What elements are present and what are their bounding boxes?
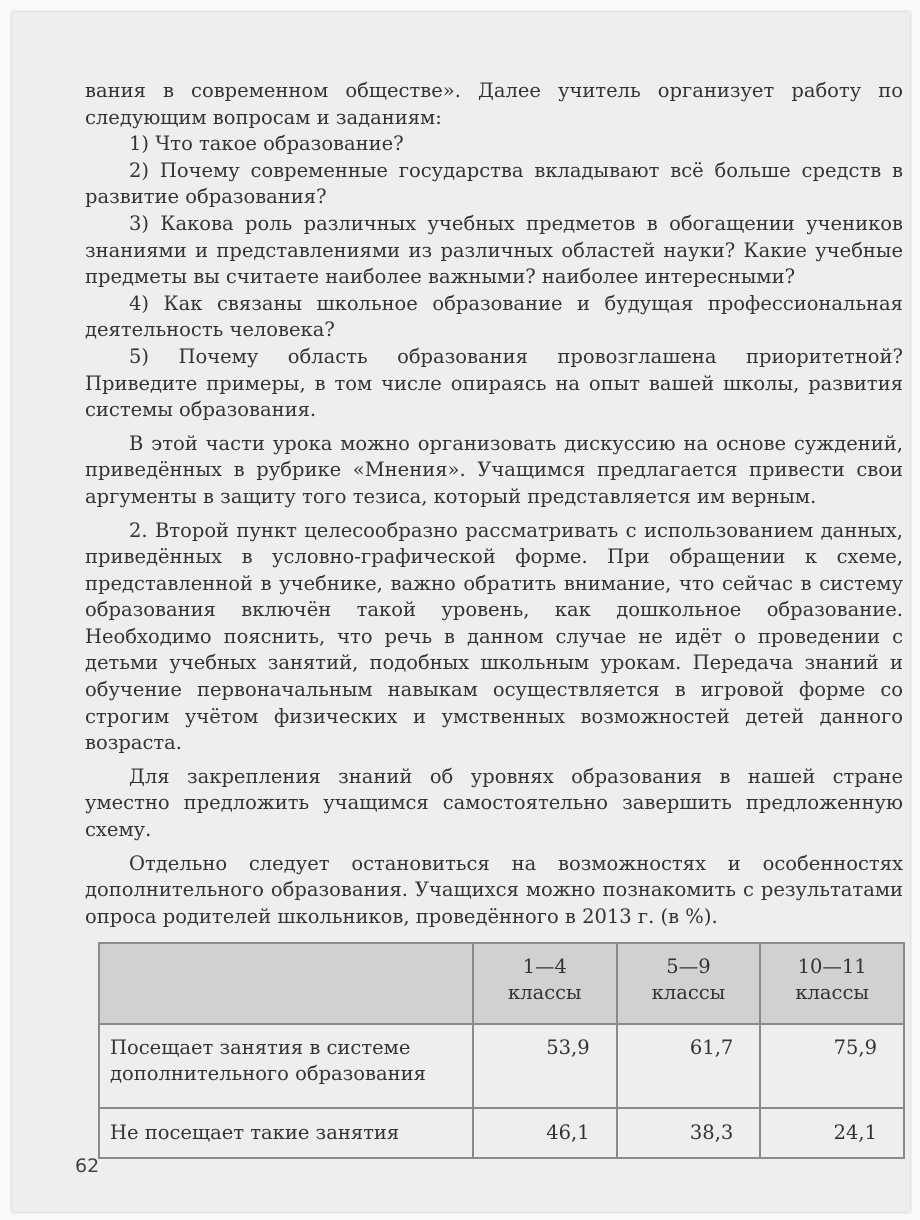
page-number: 62 (75, 1155, 100, 1177)
table-header-row (99, 943, 904, 1024)
question-1: 1) Что такое образование? (129, 132, 404, 156)
table-row (99, 1108, 904, 1158)
value-cell: 53,9 (473, 1024, 617, 1108)
value-cell: 61,7 (617, 1024, 761, 1108)
discussion-paragraph: В этой части урока можно организовать дискуссию на основе суждений, приведённых в рубрике «Мнения». Учащимся предлагается привести свои аргументы в защиту того тезиса, который представляется им верным. (85, 431, 903, 508)
header-cell-grades-1-4: 1—4 классы (473, 943, 617, 1024)
survey-paragraph: Отдельно следует остановиться на возможностях и особенностях дополнительного образования. Учащихся можно познакомить с результатами опроса родителей школьников, проведённого в 2013 г. (в %). (85, 851, 903, 928)
value-cell: 38,3 (617, 1108, 761, 1158)
row-label-not-attends: Не посещает такие занятия (99, 1108, 473, 1158)
question-3: 3) Какова роль различных учебных предметов в обогащении учеников знаниями и представлениями из различных областей науки? Какие учебные предметы вы считаете наиболее важными? наиболее интересными? (85, 211, 903, 289)
question-2: 2) Почему современные государства вкладывают всё больше средств в развитие образования? (85, 158, 903, 209)
body-text (85, 78, 903, 930)
question-5: 5) Почему область образования провозглашена приоритетной? Приведите примеры, в том числе опираясь на опыт вашей школы, развития системы образования. (85, 344, 903, 422)
second-point-paragraph: 2. Второй пункт целесообразно рассматривать с использованием данных, приведённых в условно-графической форме. При обращении к схеме, представленной в учебнике, важно обратить внимание, что сейчас в систему образования включён такой уровень, как дошкольное образование. Необходимо пояснить, что речь в данном случае не идёт о проведении с детьми учебных занятий, подобных школьным урокам. Передача знаний и обучение первоначальным навыкам осуществляется в игровой форме со строгим учётом физических и умственных возможностей детей данного возраста. (85, 518, 903, 755)
header-cell-grades-5-9: 5—9 классы (617, 943, 761, 1024)
header-cell-empty (99, 943, 473, 1024)
value-cell: 46,1 (473, 1108, 617, 1158)
scheme-paragraph: Для закрепления знаний об уровнях образования в нашей стране уместно предложить учащимся самостоятельно завершить предложенную схему. (85, 764, 903, 842)
question-4: 4) Как связаны школьное образование и будущая профессиональная деятельность человека? (85, 291, 903, 342)
header-cell-grades-10-11: 10—11 классы (760, 943, 904, 1024)
value-cell: 24,1 (760, 1108, 904, 1158)
survey-table (98, 942, 905, 1159)
intro-paragraph: вания в современном обществе». Далее учитель организует работу по следующим вопросам и заданиям: (85, 79, 903, 129)
book-page (12, 12, 910, 1212)
value-cell: 75,9 (760, 1024, 904, 1108)
row-label-attends: Посещает занятия в системе дополнительного образования (99, 1024, 473, 1108)
table-row (99, 1024, 904, 1108)
